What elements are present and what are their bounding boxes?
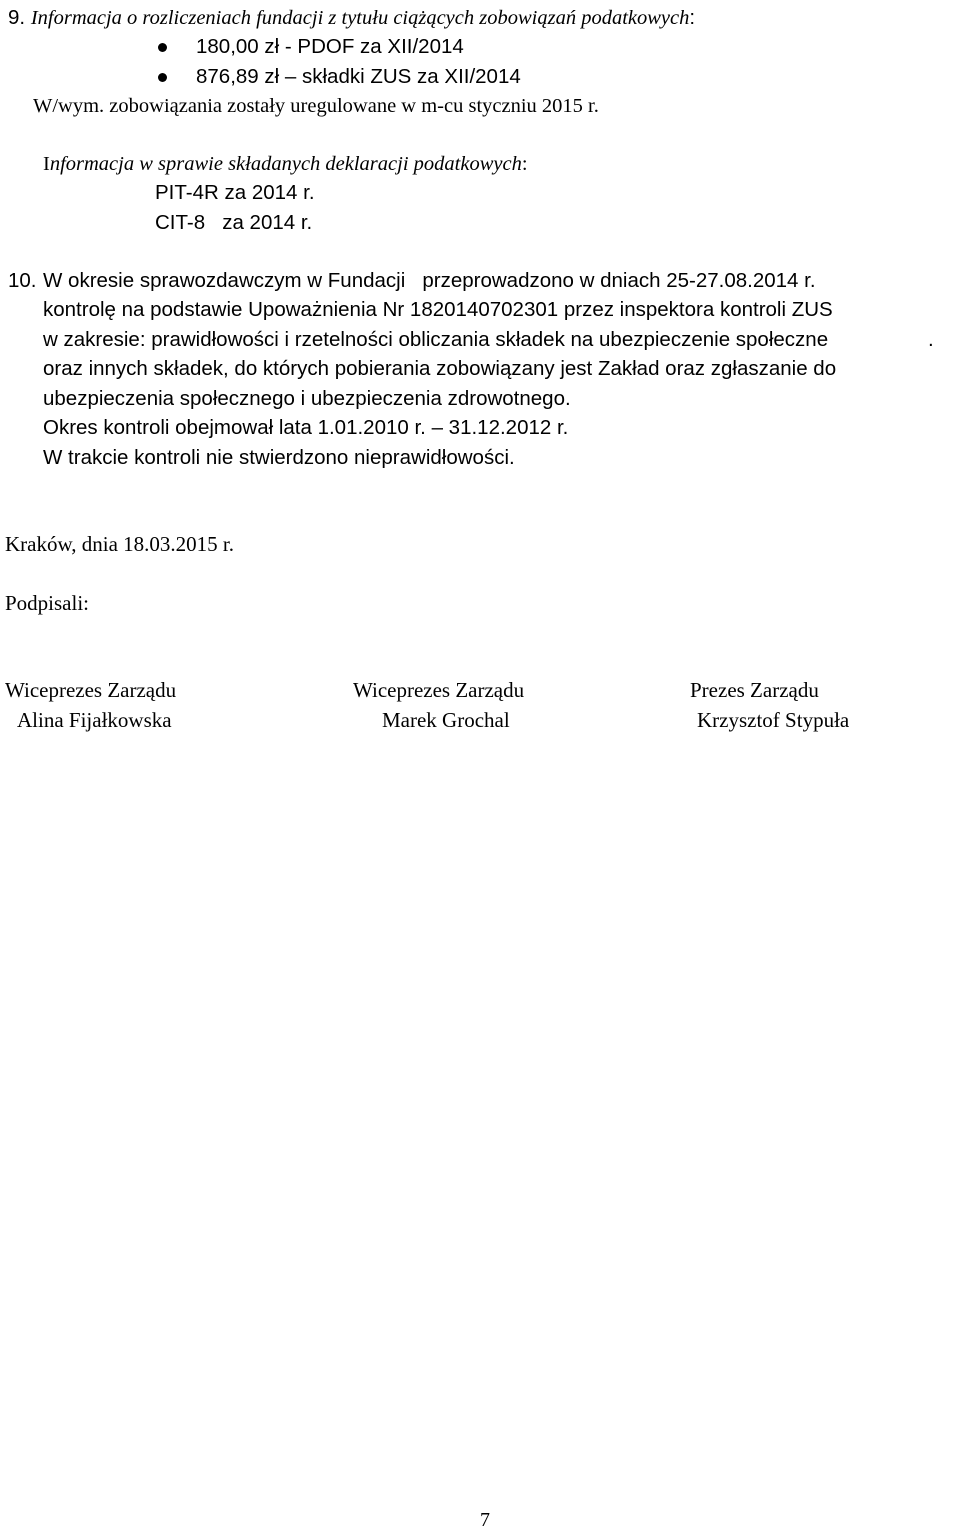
signed-label: Podpisali:	[5, 591, 90, 615]
signatory-name: Marek Grochal	[382, 708, 510, 732]
section-10-line: Okres kontroli obejmował lata 1.01.2010 r. – 31.12.2012 r.	[43, 416, 569, 439]
settlement-note: W/wym. zobowiązania zostały uregulowane w m-cu styczniu 2015 r.	[33, 95, 599, 117]
declaration-item: PIT-4R za 2014 r.	[155, 181, 315, 204]
declaration-item: CIT-8 za 2014 r.	[155, 211, 313, 234]
signatory-role: Prezes Zarządu	[690, 678, 819, 702]
stray-period: .	[928, 328, 934, 351]
signatory-name: Krzysztof Stypuła	[697, 708, 850, 732]
section-10-line: W trakcie kontroli nie stwierdzono nieprawidłowości.	[43, 446, 515, 469]
signatory-role: Wiceprezes Zarządu	[353, 678, 525, 702]
tax-item: 876,89 zł – składki ZUS za XII/2014	[196, 65, 521, 88]
bullet-icon	[158, 73, 167, 82]
tax-item: 180,00 zł - PDOF za XII/2014	[196, 35, 464, 58]
section-10-line: kontrolę na podstawie Upoważnienia Nr 1820140702301 przez inspektora kontroli ZUS	[43, 298, 833, 321]
section-10-number: 10.	[8, 269, 37, 292]
place-date: Kraków, dnia 18.03.2015 r.	[5, 532, 235, 556]
signatory-role: Wiceprezes Zarządu	[5, 678, 177, 702]
section-9-number: 9.	[8, 6, 26, 29]
signatory-name: Alina Fijałkowska	[17, 708, 172, 732]
page-number: 7	[480, 1509, 490, 1531]
section-10-line: W okresie sprawozdawczym w Fundacji przeprowadzono w dniach 25-27.08.2014 r.	[43, 269, 816, 292]
section-10-line: w zakresie: prawidłowości i rzetelności obliczania składek na ubezpieczenie społeczne	[43, 328, 829, 351]
bullet-icon	[158, 43, 167, 52]
section-9-heading: 9. Informacja o rozliczeniach fundacji z tytułu ciążących zobowiązań podatkowych:	[8, 6, 696, 29]
section-9-title: Informacja o rozliczeniach fundacji z tytułu ciążących zobowiązań podatkowych	[30, 7, 690, 29]
section-10-line: oraz innych składek, do których pobierania zobowiązany jest Zakład oraz zgłaszanie do	[43, 357, 837, 380]
declarations-heading: Informacja w sprawie składanych deklaracji podatkowych:	[43, 153, 528, 175]
section-10-line: ubezpieczenia społecznego i ubezpieczenia zdrowotnego.	[43, 387, 571, 410]
